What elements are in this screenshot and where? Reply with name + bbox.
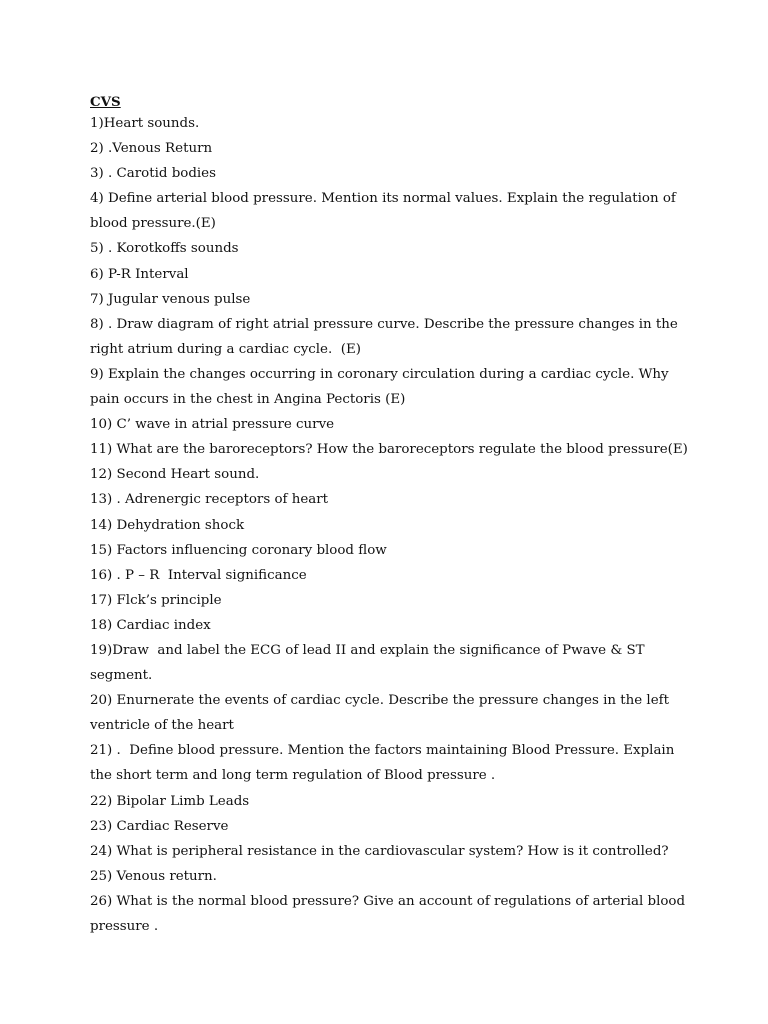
question-item: 8) . Draw diagram of right atrial pressure curve. Describe the pressure changes in the right atrium during a cardiac cycle. (E) xyxy=(90,316,683,357)
question-item: 21) . Define blood pressure. Mention the factors maintaining Blood Pressure. Explain the short term and long term regulation of Blood pressure . xyxy=(90,743,679,784)
question-item: 10) C’ wave in atrial pressure curve xyxy=(90,417,335,433)
question-item: 18) Cardiac index xyxy=(90,617,211,633)
question-item: 5) . Korotkoffs sounds xyxy=(90,241,239,257)
question-item: 17) Flck’s principle xyxy=(90,592,222,608)
question-item: 9) Explain the changes occurring in coronary circulation during a cardiac cycle. Why pain occurs in the chest in Angina Pectoris (E) xyxy=(90,366,673,408)
question-item: 2) .Venous Return xyxy=(90,141,213,157)
question-item: 6) P-R Interval xyxy=(90,266,189,282)
question-item: 11) What are the baroreceptors? How the baroreceptors regulate the blood pressure(E) xyxy=(90,442,688,458)
document-content xyxy=(90,93,690,939)
question-item: 15) Factors influencing coronary blood flow xyxy=(90,542,387,558)
question-item: 20) Enurnerate the events of cardiac cycle. Describe the pressure changes in the left ventricle of the heart xyxy=(90,693,674,734)
question-item: 7) Jugular venous pulse xyxy=(90,291,251,307)
question-item: 24) What is peripheral resistance in the cardiovascular system? How is it controlled? xyxy=(90,843,669,859)
question-item: 23) Cardiac Reserve xyxy=(90,818,229,834)
question-item: 3) . Carotid bodies xyxy=(90,166,216,182)
question-list xyxy=(90,111,690,939)
question-item: 14) Dehydration shock xyxy=(90,517,245,533)
question-item: 4) Define arterial blood pressure. Mention its normal values. Explain the regulation of blood pressure.(E) xyxy=(90,191,681,232)
question-item: 1)Heart sounds. xyxy=(90,116,200,131)
question-item: 25) Venous return. xyxy=(90,868,217,884)
question-item: 26) What is the normal blood pressure? Give an account of regulations of arterial blood pressure . xyxy=(90,893,690,934)
question-item: 13) . Adrenergic receptors of heart xyxy=(90,492,329,508)
section-heading: CVS xyxy=(90,94,121,110)
question-item: 16) . P – R Interval significance xyxy=(90,567,307,583)
question-item: 12) Second Heart sound. xyxy=(90,467,260,483)
question-item: 22) Bipolar Limb Leads xyxy=(90,793,250,809)
question-item: 19)Draw and label the ECG of lead II and explain the significance of Pwave & ST segment. xyxy=(90,642,649,684)
